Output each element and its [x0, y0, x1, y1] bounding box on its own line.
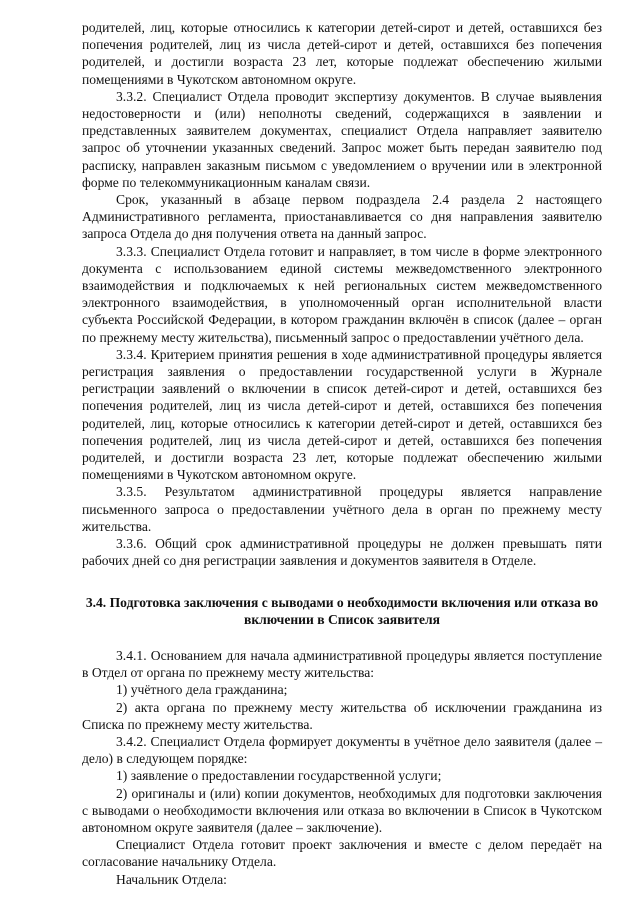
paragraph-3-3-6: 3.3.6. Общий срок административной процедуры не должен превышать пяти рабочих дней со дня регистрации заявления и документов заявителя в Отделе. [82, 536, 602, 569]
paragraph-head: Начальник Отдела: [116, 871, 227, 887]
list-item-3-4-2-2: 2) оригиналы и (или) копии документов, необходимых для подготовки заключения с выводами о необходимости включения или отказа во включении в Список в Чукотском автономном округе заявителя (далее – заключение). [82, 785, 602, 835]
paragraph-term: Срок, указанный в абзаце первом подраздела 2.4 раздела 2 настоящего Административного регламента, приостанавливается со дня направления заявителю запроса Отдела до дня получения ответа на данный запрос. [82, 192, 602, 242]
list-item-3-4-1-1: 1) учётного дела гражданина; [116, 682, 288, 698]
paragraph-3-3-2: 3.3.2. Специалист Отдела проводит экспертизу документов. В случае выявления недостоверности и (или) неполноты сведений, содержащихся в заявлении и представленных заявителем документах, специалист Отдела направляет заявителю запрос об уточнении указанных сведений. Запрос может быть передан заявителю под расписку, направлен заказным письмом с уведомлением о вручении или в электронной форме по телекоммуникационным каналам связи. [82, 88, 602, 190]
paragraph-continuation: родителей, лиц, которые относились к категории детей-сирот и детей, оставшихся без попечения родителей, лиц из числа детей-сирот и детей, оставшихся без попечения родителей, и достигли возраста 23 лет, которые подлежат обеспечению жилыми помещениями в Чукотском автономном округе. [82, 20, 602, 87]
paragraph-3-3-5: 3.3.5. Результатом административной процедуры является направление письменного запроса о предоставлении учётного дела в орган по прежнему месту жительства. [82, 484, 602, 534]
paragraph-3-4-1: 3.4.1. Основанием для начала административной процедуры является поступление в Отдел от органа по прежнему месту жительства: [82, 647, 602, 681]
spacer [82, 570, 602, 594]
paragraph-3-3-4: 3.3.4. Критерием принятия решения в ходе административной процедуры является регистрация заявления о предоставлении государственной услуги в Журнале регистрации заявлений о включении в список детей-сирот и детей, оставшихся без попечения родителей, лиц из числа детей-сирот и детей, оставшихся без попечения родителей, лиц, которые относились к категории детей-сирот и детей, оставшихся без попечения родителей, лиц из числа детей-сирот и детей, оставшихся без попечения родителей, и достигли возраста 23 лет, которые подлежат обеспечению жилыми помещениями в Чукотском автономном округе. [82, 346, 602, 483]
paragraph-prepare: Специалист Отдела готовит проект заключения и вместе с делом передаёт на согласование начальнику Отдела. [82, 837, 602, 870]
section-heading-3-4: 3.4. Подготовка заключения с выводами о необходимости включения или отказа во включении в Список заявителя [85, 594, 599, 627]
document-body [82, 19, 602, 888]
list-item-3-4-2-1: 1) заявление о предоставлении государственной услуги; [116, 768, 442, 784]
paragraph-3-4-2: 3.4.2. Специалист Отдела формирует документы в учётное дело заявителя (далее – дело) в следующем порядке: [82, 733, 602, 767]
paragraph-3-3-3: 3.3.3. Специалист Отдела готовит и направляет, в том числе в форме электронного документа с использованием единой системы межведомственного электронного взаимодействия и подключаемых к ней региональных систем межведомственного электронного взаимодействия, в уполномоченный орган исполнительной власти субъекта Российской Федерации, в котором гражданин включён в список (далее – орган по прежнему месту жительства), письменный запрос о предоставлении учётного дела. [82, 243, 602, 345]
list-item-3-4-1-2: 2) акта органа по прежнему месту жительства об исключении гражданина из Списка по прежнему месту жительства. [82, 699, 602, 732]
spacer [82, 628, 602, 647]
